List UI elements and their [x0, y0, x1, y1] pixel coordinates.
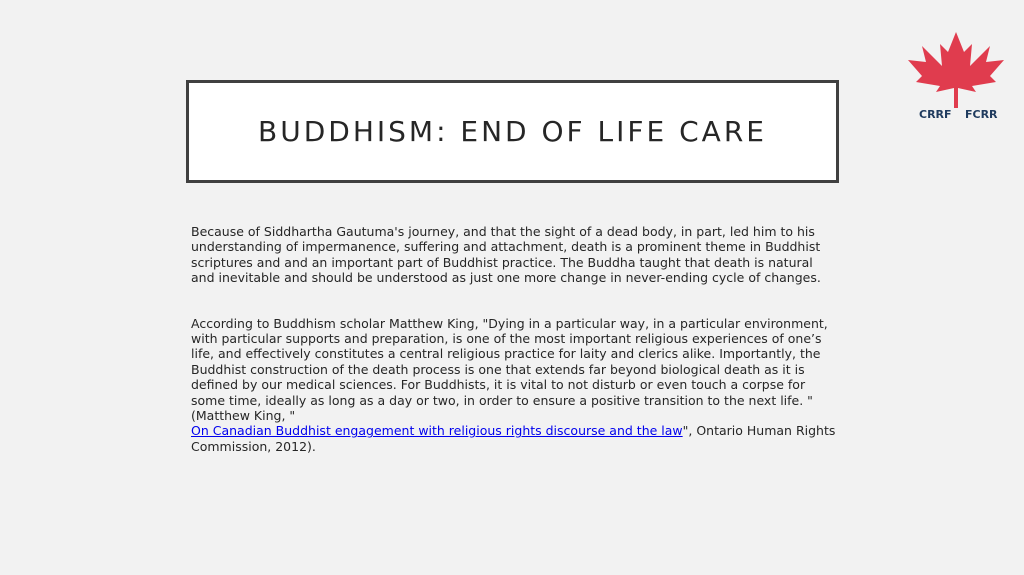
- crrf-fcrr-logo: [906, 30, 1006, 125]
- citation-tail: ", Ontario Human Rights Commission, 2012).: [191, 423, 836, 454]
- logo-label-fcrr: FCRR: [965, 108, 998, 121]
- title-box: [186, 80, 839, 183]
- maple-leaf-icon: [906, 30, 1006, 110]
- paragraph-intro: Because of Siddhartha Gautuma's journey, and that the sight of a dead body, in part, led him to his understanding of impermanence, suffering and attachment, death is a prominent theme in Buddhist scriptures and and an important part of Buddhist practice. The Buddha taught that death is natural and inevitable and should be understood as just one more change in never-ending cycle of changes.: [191, 224, 821, 286]
- citation-link[interactable]: On Canadian Buddhist engagement with religious rights discourse and the law: [191, 423, 683, 439]
- slide-body: [191, 224, 836, 454]
- paragraph-quote: [191, 316, 836, 455]
- citation-line: [191, 423, 836, 454]
- quote-text: According to Buddhism scholar Matthew King, "Dying in a particular way, in a particular environment, with particular supports and preparation, is one of the most important religious experiences of one’s life, and effectively constitutes a central religious practice for laity and clerics alike. Importantly, the Buddhist construction of the death process is one that extends far beyond biological death as it is defined by our medical sciences. For Buddhists, it is vital to not disturb or even touch a corpse for some time, ideally as long as a day or two, in order to ensure a positive transition to the next life. " (Matthew King, ": [191, 315, 828, 424]
- slide-title: BUDDHISM: END OF LIFE CARE: [258, 115, 767, 148]
- logo-label-crrf: CRRF: [919, 108, 952, 121]
